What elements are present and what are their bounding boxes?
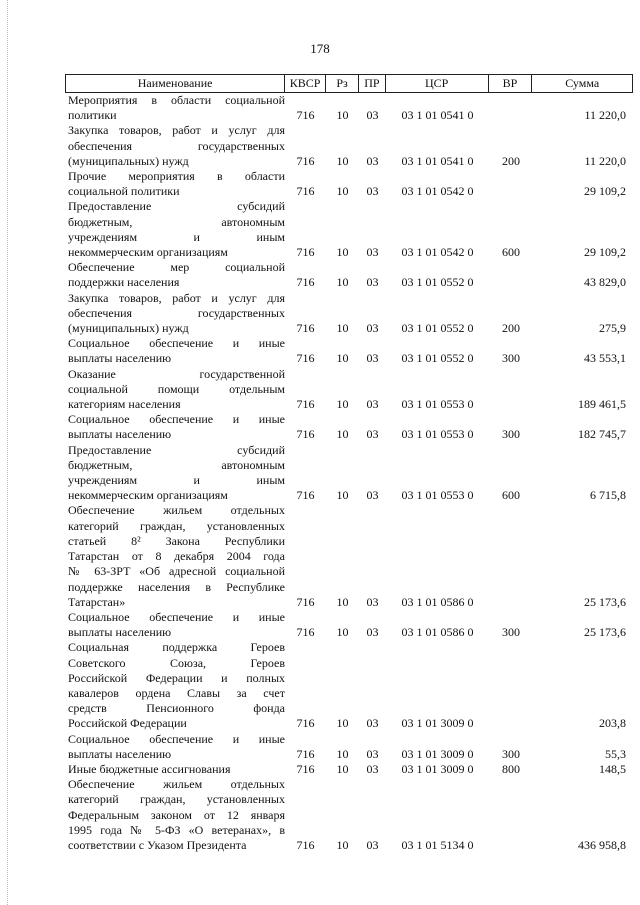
cell-rz: 10 [336, 837, 349, 852]
cell-csr: 03 1 01 0553 0 [401, 397, 474, 412]
cell-csr: 03 1 01 3009 0 [401, 716, 474, 731]
cell-name [65, 336, 285, 366]
cell-sum: 275,9 [599, 321, 626, 336]
name-line: поддержке населения в Республике [68, 579, 285, 594]
cell-pr: 03 [366, 716, 379, 731]
cell-csr: 03 1 01 0553 0 [401, 488, 474, 503]
name-line: Иные бюджетные ассигнования [68, 761, 231, 776]
name-line: Социальная поддержка Героев [68, 640, 285, 655]
name-line: Предоставление субсидий [68, 199, 285, 214]
name-line: Обеспечение мер социальной [68, 260, 285, 275]
cell-sum: 6 715,8 [590, 488, 626, 503]
table-row [65, 443, 633, 504]
cell-kvsr: 716 [296, 594, 315, 609]
cell-vr: 300 [502, 351, 520, 366]
cell-name [65, 732, 285, 762]
cell-kvsr: 716 [296, 427, 315, 442]
cell-rz: 10 [336, 488, 349, 503]
cell-pr: 03 [366, 427, 379, 442]
cell-sum: 29 109,2 [584, 245, 626, 260]
cell-rz: 10 [336, 245, 349, 260]
name-line: Предоставление субсидий [68, 442, 285, 457]
cell-kvsr: 716 [296, 761, 315, 776]
name-line: выплаты населению [68, 351, 172, 366]
cell-rz: 10 [336, 625, 349, 640]
cell-pr: 03 [366, 761, 379, 776]
cell-rz: 10 [336, 427, 349, 442]
budget-table [65, 74, 633, 853]
name-line: Татарстан» [68, 594, 126, 609]
name-line: Социальное обеспечение и иные [68, 731, 285, 746]
cell-name [65, 640, 285, 731]
cell-vr: 300 [502, 427, 520, 442]
name-line: социальной помощи отдельным [68, 381, 285, 396]
cell-csr: 03 1 01 3009 0 [401, 746, 474, 761]
cell-vr: 200 [502, 321, 520, 336]
name-line: некоммерческим организациям [68, 488, 228, 503]
table-header [65, 74, 633, 93]
name-line: бюджетным, автономным [68, 457, 285, 472]
header-kvsr: КВСР [285, 75, 326, 92]
cell-rz: 10 [336, 321, 349, 336]
name-line: Социальное обеспечение и иные [68, 609, 285, 624]
name-line: Социальное обеспечение и иные [68, 336, 285, 351]
cell-kvsr: 716 [296, 275, 315, 290]
name-line: (муниципальных) нужд [68, 321, 189, 336]
cell-pr: 03 [366, 625, 379, 640]
cell-pr: 03 [366, 746, 379, 761]
cell-kvsr: 716 [296, 153, 315, 168]
cell-sum: 29 109,2 [584, 184, 626, 199]
cell-sum: 25 173,6 [584, 594, 626, 609]
name-line: учреждениям и иным [68, 229, 285, 244]
cell-csr: 03 1 01 0552 0 [401, 321, 474, 336]
name-line: Татарстан от 8 декабря 2004 года [68, 549, 285, 564]
header-csr: ЦСР [386, 75, 489, 92]
name-line: кавалеров ордена Славы за счет [68, 685, 285, 700]
name-line: обеспечения государственных [68, 138, 285, 153]
cell-pr: 03 [366, 488, 379, 503]
cell-kvsr: 716 [296, 488, 315, 503]
name-line: Мероприятия в области социальной [68, 93, 285, 107]
name-line: выплаты населению [68, 427, 172, 442]
cell-sum: 43 553,1 [584, 351, 626, 366]
cell-name [65, 777, 285, 853]
cell-csr: 03 1 01 0542 0 [401, 184, 474, 199]
cell-csr: 03 1 01 0542 0 [401, 245, 474, 260]
name-line: соответствии с Указом Президента [68, 837, 247, 852]
name-line: Закупка товаров, работ и услуг для [68, 123, 285, 138]
cell-name [65, 412, 285, 442]
cell-pr: 03 [366, 321, 379, 336]
cell-rz: 10 [336, 153, 349, 168]
cell-rz: 10 [336, 275, 349, 290]
cell-vr: 600 [502, 245, 520, 260]
name-line: средств Пенсионного фонда [68, 701, 285, 716]
cell-sum: 25 173,6 [584, 625, 626, 640]
name-line: 1995 года № 5-ФЗ «О ветеранах», в [68, 822, 285, 837]
cell-sum: 203,8 [599, 716, 626, 731]
cell-name [65, 93, 285, 123]
cell-vr: 600 [502, 488, 520, 503]
cell-name [65, 169, 285, 199]
table-row [65, 367, 633, 413]
table-row [65, 640, 633, 731]
header-name: Наименование [66, 75, 285, 92]
name-line: № 63-ЗРТ «Об адресной социальной [68, 564, 285, 579]
name-line: категорий граждан, установленных [68, 518, 285, 533]
name-line: Обеспечение жильем отдельных [68, 503, 285, 518]
cell-name [65, 367, 285, 413]
cell-sum: 43 829,0 [584, 275, 626, 290]
header-vr: ВР [489, 75, 533, 92]
cell-kvsr: 716 [296, 184, 315, 199]
name-line: Социальное обеспечение и иные [68, 412, 285, 427]
cell-sum: 436 958,8 [578, 837, 626, 852]
name-line: Российской Федерации [68, 716, 187, 731]
cell-vr: 200 [502, 153, 520, 168]
cell-name [65, 199, 285, 260]
cell-csr: 03 1 01 3009 0 [401, 761, 474, 776]
cell-csr: 03 1 01 0586 0 [401, 594, 474, 609]
cell-pr: 03 [366, 397, 379, 412]
header-rz: Рз [326, 75, 359, 92]
name-line: Обеспечение жильем отдельных [68, 777, 285, 792]
cell-sum: 11 220,0 [584, 153, 626, 168]
cell-rz: 10 [336, 594, 349, 609]
table-row [65, 291, 633, 337]
name-line: Оказание государственной [68, 366, 285, 381]
cell-csr: 03 1 01 0586 0 [401, 625, 474, 640]
cell-csr: 03 1 01 0541 0 [401, 108, 474, 123]
cell-name [65, 260, 285, 290]
cell-name [65, 762, 285, 777]
cell-name [65, 503, 285, 609]
cell-name [65, 123, 285, 169]
cell-name [65, 610, 285, 640]
cell-csr: 03 1 01 0552 0 [401, 275, 474, 290]
table-row [65, 123, 633, 169]
cell-csr: 03 1 01 0553 0 [401, 427, 474, 442]
cell-name [65, 291, 285, 337]
cell-pr: 03 [366, 275, 379, 290]
name-line: политики [68, 108, 117, 123]
table-row [65, 93, 633, 123]
table-row [65, 199, 633, 260]
table-body [65, 93, 633, 853]
name-line: (муниципальных) нужд [68, 153, 189, 168]
table-row [65, 169, 633, 199]
cell-kvsr: 716 [296, 746, 315, 761]
cell-sum: 148,5 [599, 761, 626, 776]
cell-rz: 10 [336, 746, 349, 761]
cell-sum: 182 745,7 [578, 427, 626, 442]
name-line: Федеральным законом от 12 января [68, 807, 285, 822]
table-row [65, 762, 633, 777]
table-row [65, 260, 633, 290]
cell-vr: 800 [502, 761, 520, 776]
name-line: Российской Федерации и полных [68, 670, 285, 685]
cell-sum: 189 461,5 [578, 397, 626, 412]
name-line: категориям населения [68, 397, 181, 412]
name-line: категорий граждан, установленных [68, 792, 285, 807]
cell-kvsr: 716 [296, 321, 315, 336]
name-line: выплаты населению [68, 625, 172, 640]
cell-rz: 10 [336, 716, 349, 731]
name-line: поддержки населения [68, 275, 180, 290]
cell-pr: 03 [366, 837, 379, 852]
cell-pr: 03 [366, 594, 379, 609]
name-line: статьей 8² Закона Республики [68, 533, 285, 548]
cell-rz: 10 [336, 351, 349, 366]
name-line: некоммерческим организациям [68, 245, 228, 260]
table-row [65, 503, 633, 609]
page-number: 178 [310, 41, 330, 56]
name-line: Прочие мероприятия в области [68, 169, 285, 184]
cell-sum: 55,3 [605, 746, 626, 761]
name-line: обеспечения государственных [68, 305, 285, 320]
cell-name [65, 443, 285, 504]
cell-csr: 03 1 01 5134 0 [401, 837, 474, 852]
name-line: Советского Союза, Героев [68, 655, 285, 670]
header-sum: Сумма [565, 76, 600, 90]
cell-pr: 03 [366, 351, 379, 366]
cell-csr: 03 1 01 0552 0 [401, 351, 474, 366]
table-row [65, 610, 633, 640]
cell-kvsr: 716 [296, 625, 315, 640]
cell-pr: 03 [366, 184, 379, 199]
cell-pr: 03 [366, 108, 379, 123]
table-row [65, 336, 633, 366]
cell-kvsr: 716 [296, 716, 315, 731]
name-line: Закупка товаров, работ и услуг для [68, 290, 285, 305]
cell-rz: 10 [336, 108, 349, 123]
cell-kvsr: 716 [296, 837, 315, 852]
cell-rz: 10 [336, 397, 349, 412]
cell-csr: 03 1 01 0541 0 [401, 153, 474, 168]
name-line: учреждениям и иным [68, 473, 285, 488]
cell-kvsr: 716 [296, 351, 315, 366]
scan-margin-line [7, 0, 9, 905]
cell-vr: 300 [502, 625, 520, 640]
cell-kvsr: 716 [296, 108, 315, 123]
cell-rz: 10 [336, 761, 349, 776]
name-line: выплаты населению [68, 746, 172, 761]
header-pr: ПР [359, 75, 386, 92]
cell-vr: 300 [502, 746, 520, 761]
cell-sum: 11 220,0 [584, 108, 626, 123]
cell-rz: 10 [336, 184, 349, 199]
table-row [65, 732, 633, 762]
table-row [65, 777, 633, 853]
cell-pr: 03 [366, 153, 379, 168]
cell-kvsr: 716 [296, 245, 315, 260]
cell-kvsr: 716 [296, 397, 315, 412]
table-row [65, 412, 633, 442]
cell-pr: 03 [366, 245, 379, 260]
name-line: социальной политики [68, 184, 180, 199]
name-line: бюджетным, автономным [68, 214, 285, 229]
